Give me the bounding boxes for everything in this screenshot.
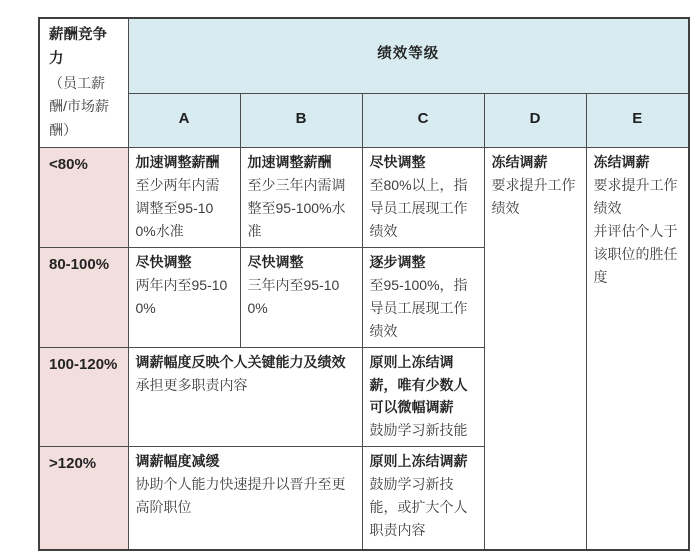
cell-head: 调薪幅度反映个人关键能力及绩效	[135, 353, 346, 370]
corner-header-cell	[39, 18, 128, 147]
grade-header-d: D	[484, 93, 586, 147]
cell-r2-c	[362, 247, 484, 347]
cell-body: 三年内至95-100%	[247, 276, 340, 316]
cell-body: 至少三年内需调整至95-100%水准	[247, 176, 346, 239]
cell-col-e-merged	[586, 147, 689, 549]
cell-head: 尽快调整	[247, 253, 304, 270]
cell-r1-a	[128, 147, 240, 247]
cell-head: 冻结调薪	[491, 153, 548, 170]
row-label-100-120: 100-120%	[39, 347, 128, 447]
cell-head: 加速调整薪酬	[135, 153, 220, 170]
row-label-80-100: 80-100%	[39, 247, 128, 347]
cell-head: 原则上冻结调薪	[369, 453, 468, 470]
grade-header-e: E	[586, 93, 689, 147]
cell-r4-ab-merged	[128, 447, 362, 550]
cell-body: 协助个人能力快速提升以晋升至更高阶职位	[135, 476, 346, 516]
cell-body: 鼓励学习新技能	[369, 422, 468, 439]
cell-r1-c	[362, 147, 484, 247]
cell-body-2: 并评估个人于该职位的胜任度	[593, 222, 678, 285]
performance-group-header: 绩效等级	[128, 18, 689, 93]
cell-r1-b	[240, 147, 362, 247]
table-row	[39, 147, 689, 247]
salary-performance-matrix	[38, 17, 690, 551]
cell-body: 至少两年内需调整至95-100%水准	[135, 176, 220, 239]
cell-body: 承担更多职责内容	[135, 376, 248, 393]
cell-body: 两年内至95-100%	[135, 276, 228, 316]
cell-body: 要求提升工作绩效	[491, 176, 576, 216]
cell-r4-c	[362, 447, 484, 550]
cell-r3-ab-merged	[128, 347, 362, 447]
grade-header-b: B	[240, 93, 362, 147]
cell-head: 冻结调薪	[593, 153, 650, 170]
grade-header-c: C	[362, 93, 484, 147]
cell-body: 鼓励学习新技能，或扩大个人职责内容	[369, 476, 468, 539]
corner-title: 薪酬竞争力	[49, 27, 107, 67]
cell-r2-b	[240, 247, 362, 347]
cell-body: 要求提升工作绩效	[593, 176, 678, 216]
cell-head: 尽快调整	[369, 153, 426, 170]
cell-r2-a	[128, 247, 240, 347]
cell-head: 逐步调整	[369, 253, 426, 270]
cell-col-d-merged	[484, 147, 586, 549]
row-label-gt120: >120%	[39, 447, 128, 550]
cell-r3-c	[362, 347, 484, 447]
cell-head: 加速调整薪酬	[247, 153, 332, 170]
cell-body: 至80%以上，指导员工展现工作绩效	[369, 176, 468, 239]
corner-subtitle: （员工薪酬/市场薪酬）	[49, 74, 109, 139]
cell-head: 调薪幅度减缓	[135, 453, 220, 470]
cell-head: 尽快调整	[135, 253, 192, 270]
cell-head: 原则上冻结调薪，唯有少数人可以微幅调薪	[369, 353, 468, 416]
grade-header-a: A	[128, 93, 240, 147]
row-label-lt80: <80%	[39, 147, 128, 247]
cell-body: 至95-100%，指导员工展现工作绩效	[369, 276, 468, 339]
